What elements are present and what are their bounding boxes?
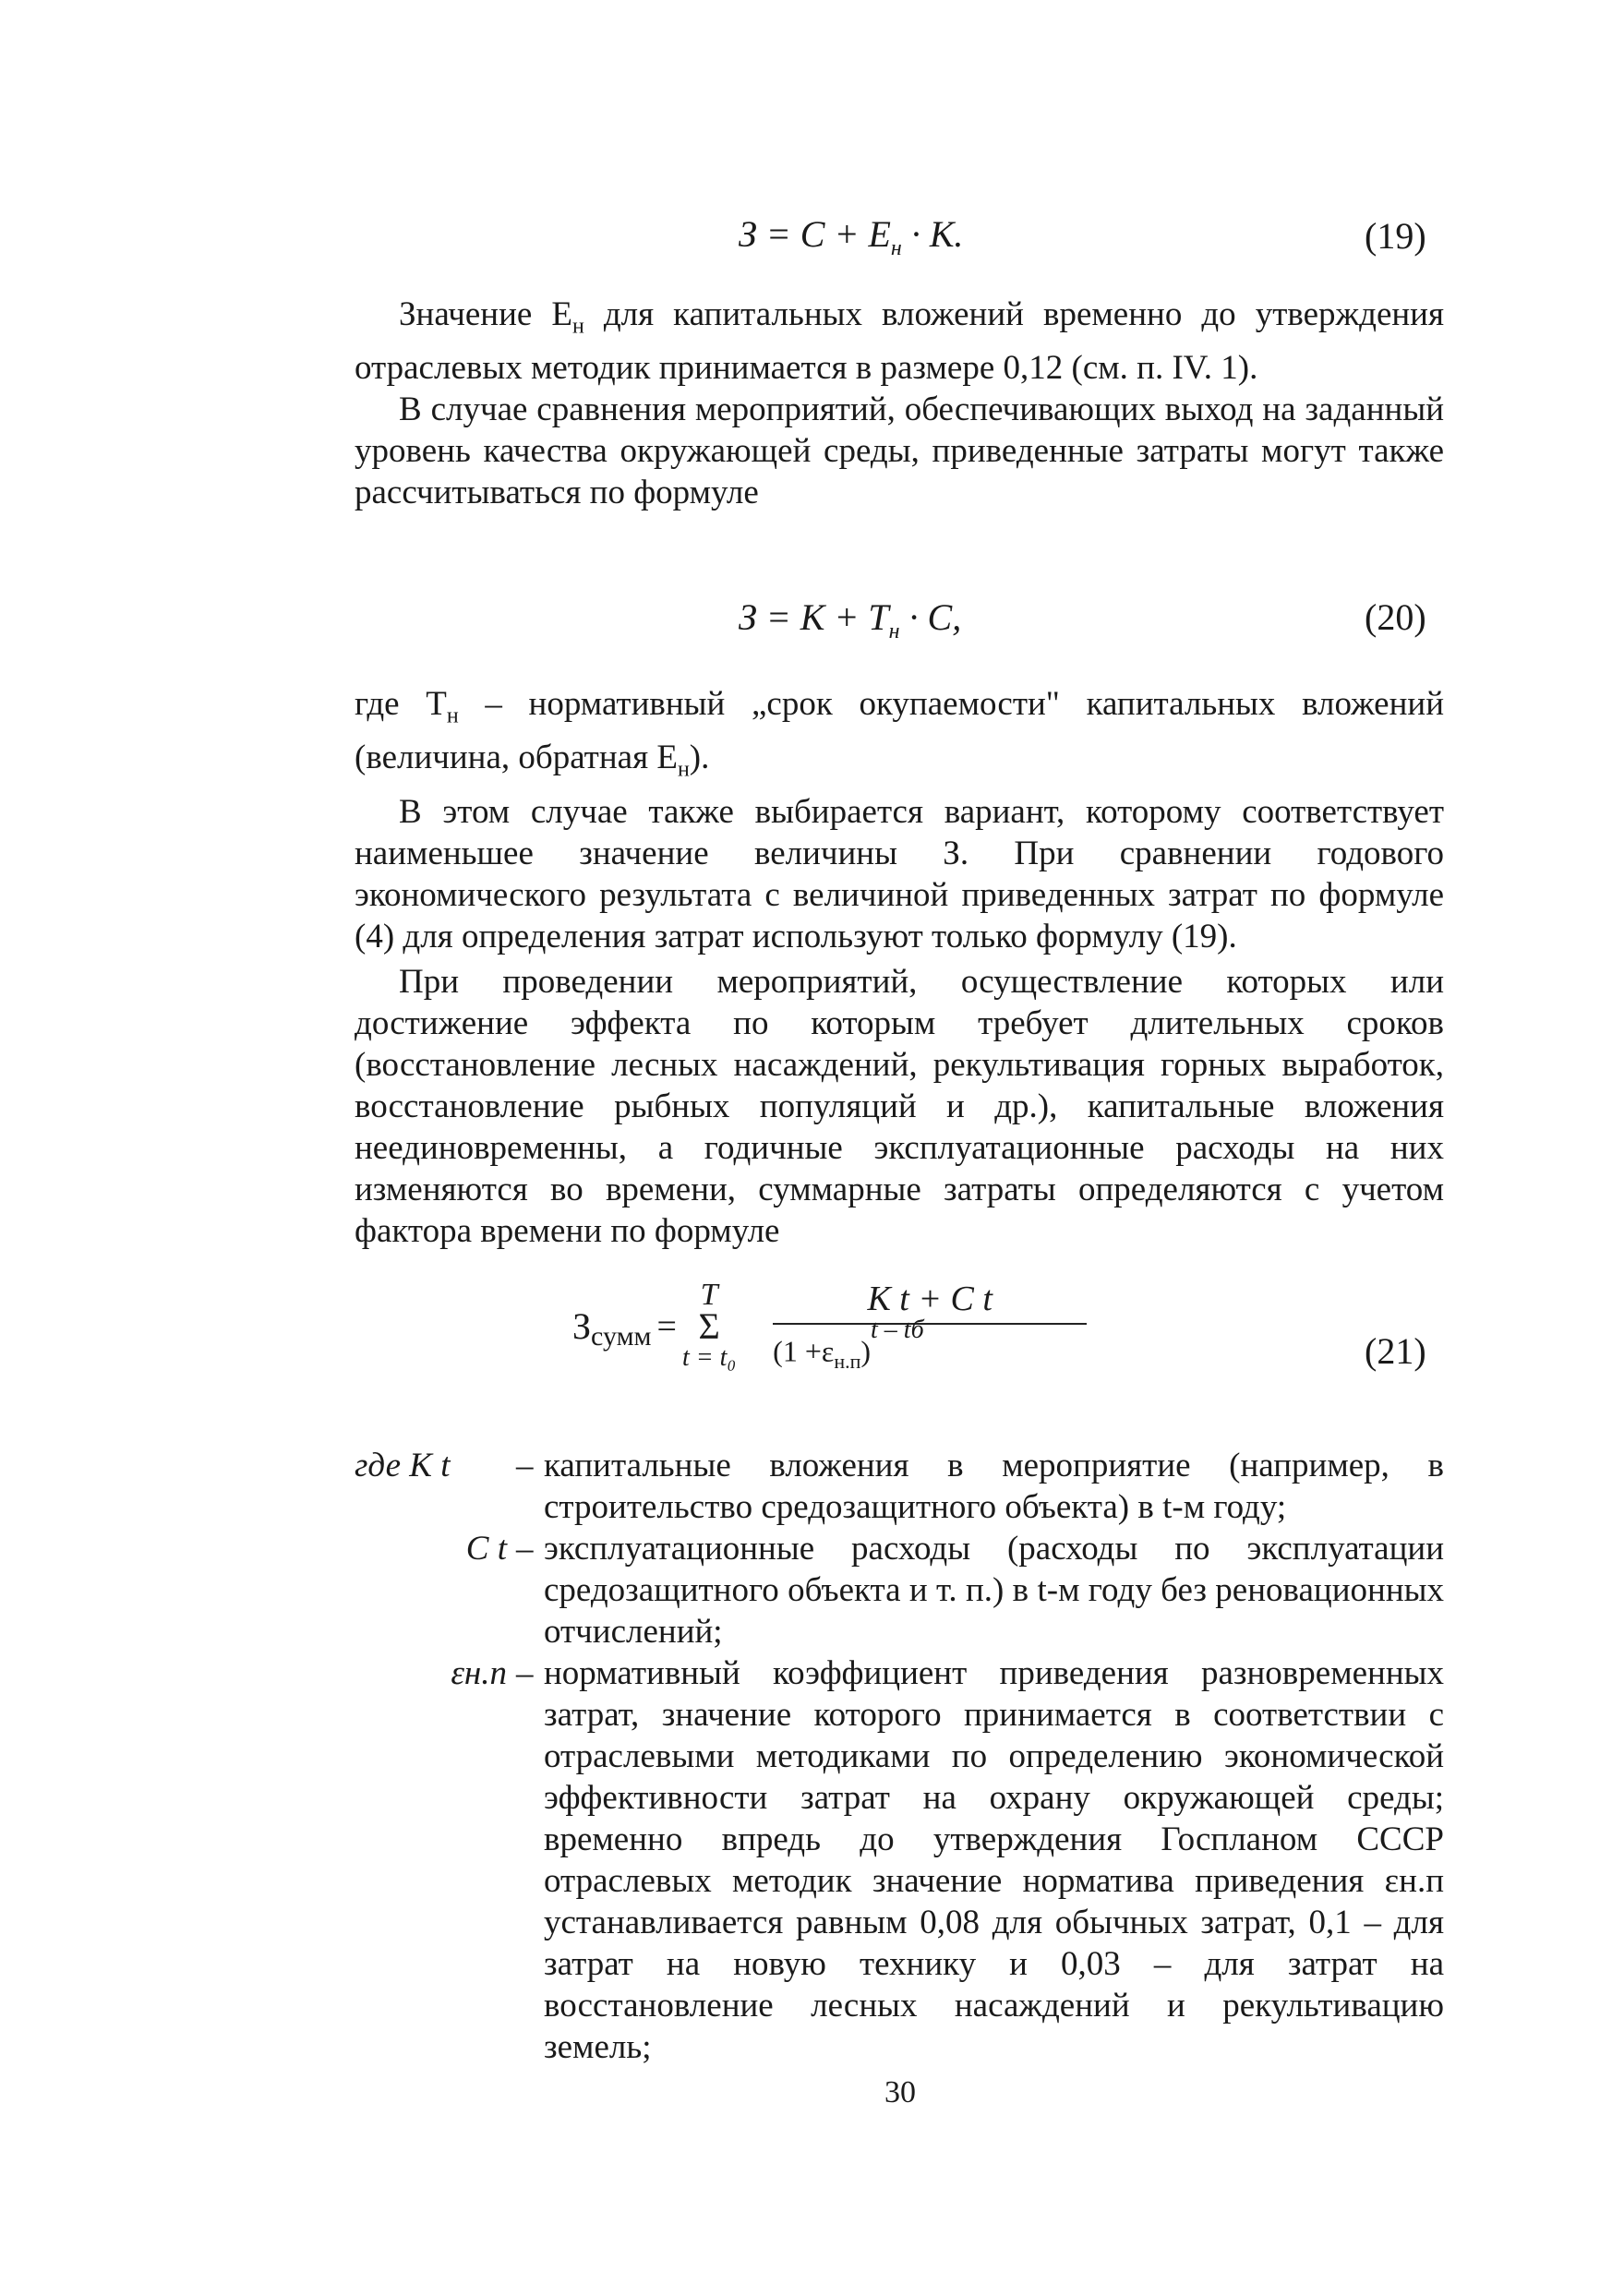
equation-20-number: (20) (1365, 596, 1426, 638)
para3-sub2: н (677, 757, 690, 782)
den-sub: н.п (834, 1350, 861, 1374)
equation-20 (739, 595, 961, 644)
sum-lower-limit: t = t₀ (681, 1342, 737, 1372)
def-dash: – (516, 1530, 534, 1568)
eq20-rhs: · С, (899, 596, 962, 638)
den-open: (1 +ε (773, 1334, 835, 1368)
paragraph-3 (355, 683, 1444, 791)
para1-rest: для капитальных вложений временно до утверждения отраслевых методик принимается в размере 0,12 (см. п. IV. 1). (355, 295, 1444, 388)
paragraph-2: В случае сравнения мероприятий, обеспечивающих выход на заданный уровень качества окружающей среды, приведенные затраты могут также рассчитываться по формуле (355, 391, 1444, 512)
paragraph-5: При проведении мероприятий, осуществление которых или достижение эффекта по которым требует длительных сроков (восстановление лесных насаждений, рекультивация горных выработок, восстановление рыбных популяций и др.), капитальные вложения неединовременны, а годичные эксплуатационные расходы на них изменяются во времени, суммарные затраты определяются с учетом фактора времени по формуле (355, 962, 1444, 1250)
eq20-sub: н (888, 619, 900, 643)
def-dash: – (516, 1447, 534, 1484)
para3-c: ). (689, 739, 710, 777)
paragraph-block-2 (355, 683, 1444, 1252)
sum-upper-limit: T (700, 1277, 718, 1312)
def-symbol-kt: где K t (355, 1447, 451, 1484)
definitions-list (355, 1445, 1444, 2068)
fraction-numerator: K t + C t (773, 1279, 1087, 1325)
equation-19-number: (19) (1365, 215, 1426, 257)
eq21-lhs: З (572, 1305, 592, 1348)
def-text-kt: капитальные вложения в мероприятие (например, в строительство средозащитного объекта) в t-м году; (544, 1447, 1444, 1526)
def-symbol-enp: εн.п (451, 1654, 507, 1692)
equation-21 (572, 1279, 1087, 1374)
para3-b: – нормативный „срок окупаемости" капитальных вложений (величина, обратная Е (355, 685, 1444, 777)
def-text-enp: нормативный коэффициент приведения разновременных затрат, значение которого принимается в соответствии с отраслевыми методиками по определению экономической эффективности затрат на охрану окружающей среды; временно впредь до утверждения Госпланом СССР отраслевых методик значение норматива приведения εн.п устанавливается равным 0,08 для обычных затрат, 0,1 – для затрат на новую технику и 0,03 – для затрат на восстановление лесных насаждений и рекультивацию земель; (544, 1654, 1444, 2066)
def-symbol-ct: C t (465, 1530, 507, 1568)
definition-kt (355, 1445, 1444, 1528)
para3-a: где Т (355, 685, 447, 723)
eq19-lhs: З = С + Е (739, 213, 891, 255)
para3-sub: н (446, 703, 459, 728)
para1-text: Значение Е (399, 295, 572, 333)
fraction-denominator (773, 1316, 1087, 1374)
den-exponent: t – tб (871, 1316, 924, 1344)
fraction (773, 1279, 1087, 1374)
eq21-lhs-sub: сумм (591, 1320, 652, 1352)
para1-sub: н (571, 314, 584, 339)
equation-21-number: (21) (1365, 1330, 1426, 1372)
paragraph-block-1 (355, 294, 1444, 513)
def-dash: – (516, 1654, 534, 1692)
sum-symbol: Σ (698, 1304, 720, 1347)
den-close: ) (860, 1334, 872, 1368)
definition-ct (355, 1528, 1444, 1652)
equation-19 (739, 212, 963, 261)
eq21-equals: = (656, 1306, 677, 1346)
eq19-rhs: · К. (901, 213, 964, 255)
definition-enp (355, 1652, 1444, 2068)
summation (681, 1277, 737, 1374)
def-text-ct: эксплуатационные расходы (расходы по эксплуатации средозащитного объекта и т. п.) в t-м году без реновационных отчислений; (544, 1530, 1444, 1651)
paragraph-1 (355, 294, 1444, 389)
paragraph-4: В этом случае также выбирается вариант, которому соответствует наименьшее значение величины З. При сравнении годового экономического результата с величиной приведенных затрат по формуле (4) для определения затрат используют только формулу (19). (355, 792, 1444, 955)
eq20-lhs: З = К + Т (739, 596, 889, 638)
page-number: 30 (884, 2075, 916, 2109)
eq19-sub: н (890, 236, 902, 260)
